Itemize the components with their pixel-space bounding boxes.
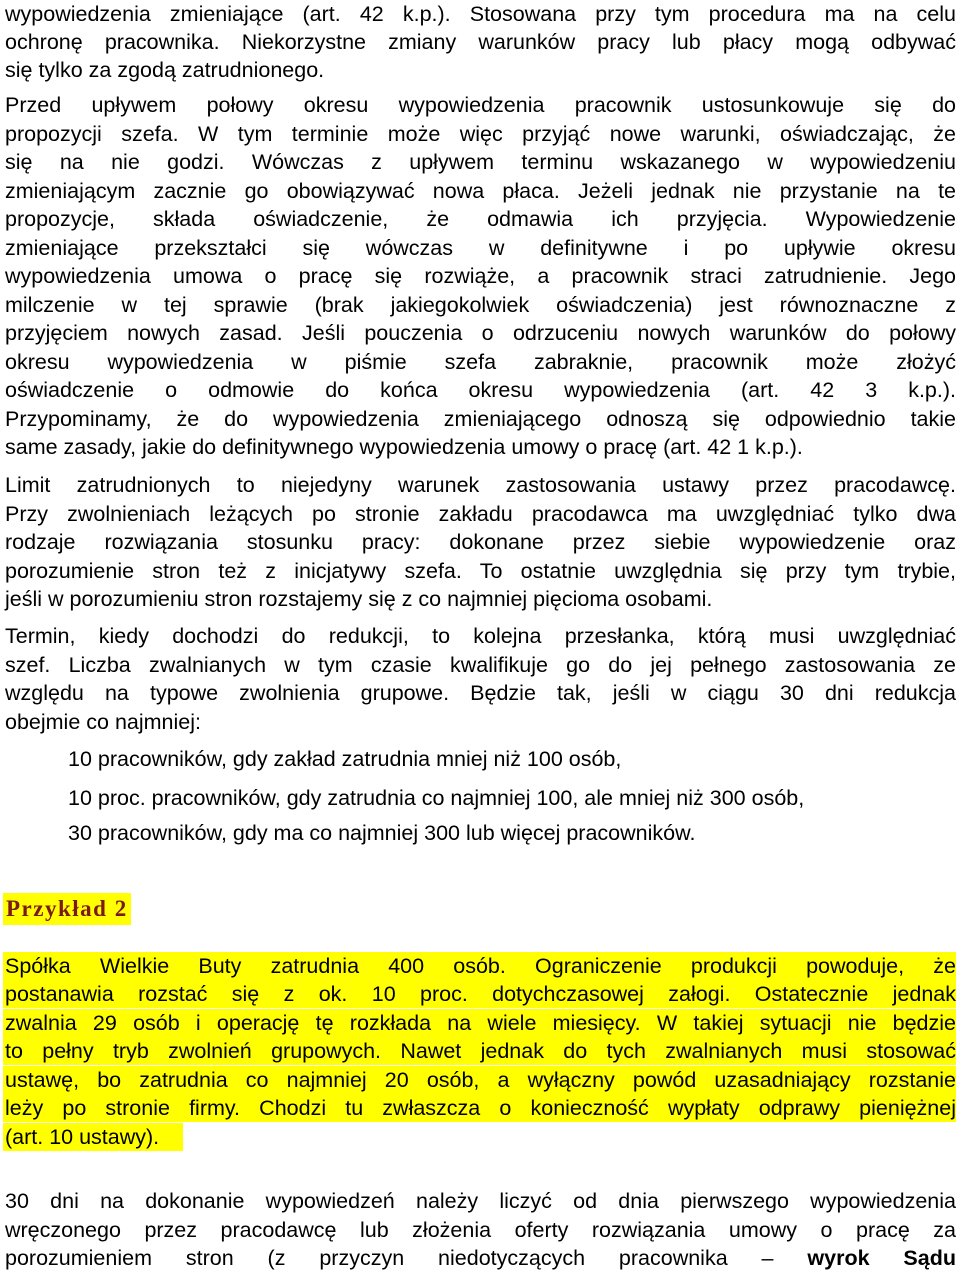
- example-line-1: Spółka Wielkie Buty zatrudnia 400 osób. Ograniczenie produkcji powoduje, że: [5, 954, 956, 978]
- para2-line-10: okresu wypowiedzenia w piśmie szefa zabraknie, pracownik może złożyć: [5, 350, 956, 374]
- para3-line-5: jeśli w porozumieniu stron rozstajemy się z co najmniej pięcioma osobami.: [5, 587, 713, 611]
- list-item: 10 proc. pracowników, gdy zatrudnia co najmniej 100, ale mniej niż 300 osób,: [68, 786, 805, 810]
- para5-line-3-text: porozumieniem stron (z przyczyn niedotyczących pracownika –: [5, 1246, 774, 1270]
- para1-line-2: ochronę pracownika. Niekorzystne zmiany warunków pracy lub płacy mogą odbywać: [5, 30, 956, 54]
- para2-line-3: się na nie godzi. Wówczas z upływem terminu wskazanego w wypowiedzeniu: [5, 150, 956, 174]
- para2-line-5: propozycje, składa oświadczenie, że odmawia ich przyjęcia. Wypowiedzenie: [5, 207, 956, 231]
- para3-line-1: Limit zatrudnionych to niejedyny warunek zastosowania ustawy przez pracodawcę.: [5, 473, 956, 497]
- para2-line-1: Przed upływem połowy okresu wypowiedzenia pracownik ustosunkowuje się do: [5, 93, 956, 117]
- example-line-7: (art. 10 ustawy).: [5, 1125, 160, 1149]
- example-line-6: leży po stronie firmy. Chodzi tu zwłaszcza o konieczność wypłaty odprawy pieniężnej: [5, 1096, 956, 1120]
- para3-line-3: rodzaje rozwiązania stosunku pracy: dokonane przez siebie wypowiedzenie oraz: [5, 530, 956, 554]
- para2-line-8: milczenie w tej sprawie (brak jakiegokolwiek oświadczenia) jest równoznaczne z: [5, 293, 956, 317]
- para3-line-2: Przy zwolnieniach leżących po stronie zakładu pracodawca ma uwzględniać tylko dwa: [5, 502, 956, 526]
- para2-line-11: oświadczenie o odmowie do końca okresu wypowiedzenia (art. 42 3 k.p.).: [5, 378, 956, 402]
- para2-line-2: propozycji szefa. W tym terminie może więc przyjąć nowe warunki, oświadczając, że: [5, 122, 956, 146]
- para5-line-2: wręczonego przez pracodawcę lub złożenia oferty rozwiązania umowy o pracę za: [5, 1218, 956, 1242]
- list-item: 10 pracowników, gdy zakład zatrudnia mniej niż 100 osób,: [68, 747, 622, 771]
- para2-line-7: wypowiedzenia umowa o pracę się rozwiąże, a pracownik straci zatrudnienie. Jego: [5, 264, 956, 288]
- example-line-2: postanawia rozstać się z ok. 10 proc. dotychczasowej załogi. Ostatecznie jednak: [5, 982, 956, 1006]
- para2-line-12: Przypominamy, że do wypowiedzenia zmieniającego odnoszą się odpowiednio takie: [5, 407, 956, 431]
- para1-line-1: wypowiedzenia zmieniające (art. 42 k.p.). Stosowana przy tym procedura ma na celu: [5, 2, 956, 26]
- para5-line-3: [5, 1244, 956, 1272]
- para2-line-13: same zasady, jakie do definitywnego wypowiedzenia umowy o pracę (art. 42 1 k.p.).: [5, 435, 803, 459]
- example-line-5: ustawę, bo zatrudnia co najmniej 20 osób, a wyłączny powód uzasadniający rozstanie: [5, 1068, 956, 1092]
- para3-line-4: porozumienie stron też z inicjatywy szefa. To ostatnie uwzględnia się przy tym trybie,: [5, 559, 956, 583]
- example-line-4: to pełny tryb zwolnień grupowych. Nawet jednak do tych zwalnianych musi stosować: [5, 1039, 956, 1063]
- list-item: 30 pracowników, gdy ma co najmniej 300 lub więcej pracowników.: [68, 821, 696, 845]
- para2-line-6: zmieniające przekształci się wówczas w definitywne i po upływie okresu: [5, 236, 956, 260]
- para5-line-1: 30 dni na dokonanie wypowiedzeń należy liczyć od dnia pierwszego wypowiedzenia: [5, 1189, 956, 1213]
- example-line-3: zwalnia 29 osób i operację tę rozkłada na wiele miesięcy. W takiej sytuacji nie będzie: [5, 1011, 956, 1035]
- para5-line-3-bold: wyrok Sądu: [807, 1246, 956, 1270]
- para2-line-4: zmieniającym zacznie go obowiązywać nowa płaca. Jeżeli jednak nie przystanie na te: [5, 179, 956, 203]
- para4-line-3: względu na typowe zwolnienia grupowe. Będzie tak, jeśli w ciągu 30 dni redukcja: [5, 681, 956, 705]
- para1-line-3: się tylko za zgodą zatrudnionego.: [5, 58, 325, 82]
- example-heading: Przykład 2: [3, 893, 131, 925]
- para4-line-4: obejmie co najmniej:: [5, 710, 201, 734]
- para4-line-2: szef. Liczba zwalnianych w tym czasie kwalifikuje go do jej pełnego zastosowania ze: [5, 653, 956, 677]
- para4-line-1: Termin, kiedy dochodzi do redukcji, to kolejna przesłanka, którą musi uwzględniać: [5, 624, 956, 648]
- para2-line-9: przyjęciem nowych zasad. Jeśli pouczenia o odrzuceniu nowych warunków do połowy: [5, 321, 956, 345]
